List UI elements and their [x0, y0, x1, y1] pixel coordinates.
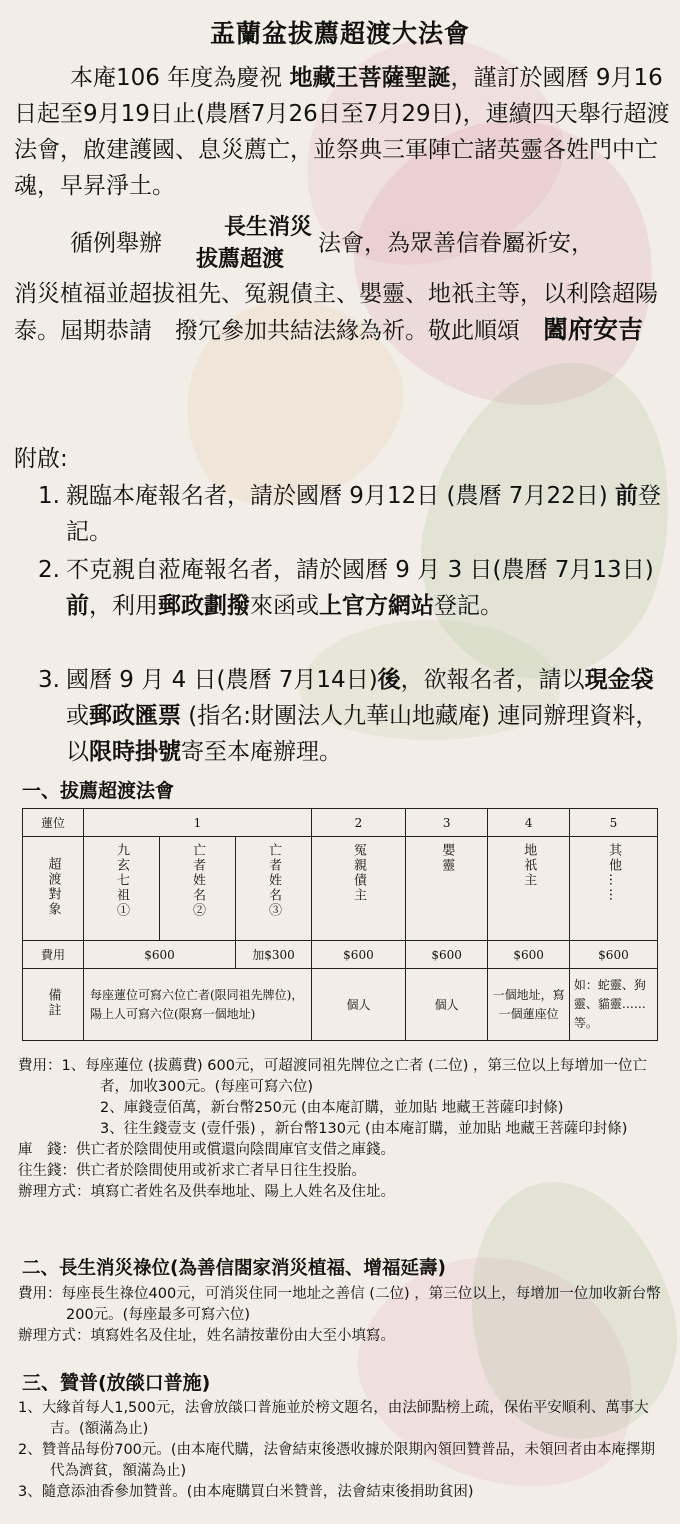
table-col-2: 2: [312, 809, 406, 837]
page-title: 盂蘭盆拔薦超渡大法會: [209, 19, 470, 48]
intro-text: [14, 60, 674, 349]
note-2-text-d: 登記。: [434, 593, 503, 619]
note-3-text-b: ，欲報名者，請以: [400, 667, 585, 693]
section-3-line-1: 1、大緣首每人1,500元，法會放燄口普施並於榜文題名，由法師點榜上疏，保佑平安順利、萬事大吉。(額滿為止): [18, 1400, 649, 1437]
table-col-3: 3: [405, 809, 488, 837]
target-land-spirits: 地祇主: [521, 843, 537, 888]
target-deceased-2: 亡者姓名②: [190, 843, 205, 918]
note-3-bold3: 郵政匯票: [89, 703, 181, 729]
intro-p2-bold2: 拔薦超渡: [196, 247, 285, 272]
note-3-text-c: 或: [66, 703, 89, 729]
remark-col-5: 如：蛇靈、狗靈、貓靈……等。: [569, 969, 657, 1041]
intro-p1-bold: 地藏王菩薩聖誕: [289, 65, 451, 91]
note-2-text-b: ，利用: [89, 593, 158, 619]
extra-line-1: 庫 錢：供亡者於陰間使用或償還向陰間庫官支借之庫錢。: [18, 1142, 395, 1158]
remark-col-3: 個人: [405, 969, 488, 1041]
note-3: [38, 662, 668, 770]
note-2-text: 不克親自蒞庵報名者，請於國曆 9 月 3 日(農曆 7月13日): [66, 557, 654, 583]
table-row-label-fee: 費用: [23, 941, 84, 969]
section-3-line-3: 3、隨意添油香參加贊普。(由本庵購買白米贊普，法會結束後捐助貧困): [18, 1484, 474, 1500]
note-2: [38, 552, 668, 624]
target-ancestors: 九玄七祖①: [114, 843, 129, 918]
intro-p2-b: 法會，為眾善信眷屬祈安，: [318, 230, 595, 257]
note-3-bold2: 現金袋: [584, 667, 654, 693]
target-other: 其他……: [605, 843, 621, 903]
note-1-tail: 登記。: [66, 483, 661, 545]
note-3-bold4: 限時掛號: [89, 739, 181, 765]
note-3-num: 3.: [38, 667, 60, 693]
intro-p2-a: 循例舉辦: [70, 230, 162, 257]
fee-extra: 加$300: [236, 941, 312, 969]
section-2-line-2: 辦理方式：填寫姓名及住址，姓名請按輩份由大至小填寫。: [18, 1328, 395, 1344]
remark-col-1: 每座蓮位可寫六位亡者(限同祖先牌位)，陽上人可寫六位(限寫一個地址): [84, 969, 312, 1041]
fee-col-4: $600: [488, 941, 569, 969]
section-3-title: 三、贊普(放燄口普施): [22, 1372, 211, 1394]
note-2-text-c: 來函或: [250, 593, 319, 619]
section-1-title: 一、拔薦超渡法會: [22, 780, 175, 802]
table-col-4: 4: [488, 809, 569, 837]
note-2-num: 2.: [38, 557, 60, 583]
note-1-num: 1.: [38, 483, 60, 509]
notes-heading: 附啟:: [14, 446, 68, 472]
note-3-text-d: (指名:財團法人九華山地藏庵) 連同辦理資料，以: [66, 703, 659, 765]
target-deceased-3: 亡者姓名③: [266, 843, 281, 918]
intro-p2-bold1: 長生消災: [224, 215, 313, 240]
fee-col-2: $600: [312, 941, 406, 969]
fee-line-1: 費用：1、每座蓮位 (拔薦費) 600元，可超渡同祖先牌位之亡者 (二位) ，第三位以上每增加一位亡者，加收300元。(每座可寫六位): [18, 1058, 647, 1095]
fee-col-3: $600: [405, 941, 488, 969]
table-header-label: 蓮位: [23, 809, 84, 837]
table-col-5: 5: [569, 809, 657, 837]
section-3-line-2: 2、贊普品每份700元。(由本庵代購，法會結束後憑收據於限期內領回贊普品，未領回者由本庵擇期代為濟貧，額滿為止): [18, 1442, 656, 1479]
fee-col-5: $600: [569, 941, 657, 969]
fee-table: [22, 808, 658, 1041]
note-1-text: 親臨本庵報名者，請於國曆 9月12日 (農曆 7月22日): [66, 483, 615, 509]
intro-p2-c: 消災植福並超拔祖先、冤親債主、嬰靈、地祇主等，以利陰超陽泰。屆期恭請 撥冗參加共結法緣為祈。敬此順頌: [14, 281, 658, 344]
target-creditors: 冤親債主: [350, 843, 366, 903]
section-2-lines: [18, 1284, 668, 1347]
note-3-text: 國曆 9 月 4 日(農曆 7月14日): [66, 667, 378, 693]
target-infant-spirits: 嬰靈: [439, 843, 455, 873]
intro-p1-b: ，謹訂於國曆 9月16日起至9月19日止(農曆7月26日至7月29日)，連續四天舉行超渡法會，啟建護國、息災薦亡，並祭典三軍陣亡諸英靈各姓門中亡魂，早昇淨土。: [14, 65, 670, 199]
note-2-bold2: 郵政劃撥: [158, 593, 250, 619]
extra-line-2: 往生錢：供亡者於陰間使用或祈求亡者早日往生投胎。: [18, 1163, 366, 1179]
section-3-lines: [18, 1398, 668, 1503]
note-2-bold3: 上官方網站: [319, 593, 434, 619]
section-1-fees: [18, 1056, 668, 1203]
section-2-line-1: 費用：每座長生祿位400元，可消災住同一地址之善信 (二位) ，第三位以上，每增加一位加收新台幣200元。(每座最多可寫六位): [18, 1286, 661, 1323]
remark-col-4: 一個地址，寫一個蓮座位: [488, 969, 569, 1041]
table-row-label-targets: 超渡對象: [45, 857, 61, 917]
fee-line-2: 2、庫錢壹佰萬，新台幣250元 (由本庵訂購，並加貼 地藏王菩薩印封條): [100, 1100, 564, 1116]
note-2-bold1: 前: [66, 593, 89, 619]
section-2-title: 二、長生消災祿位(為善信閤家消災植福、增福延壽): [22, 1258, 446, 1279]
extra-line-3: 辦理方式：填寫亡者姓名及供奉地址、陽上人姓名及住址。: [18, 1184, 395, 1200]
note-3-text-e: 寄至本庵辦理。: [181, 739, 342, 765]
intro-p1-a: 本庵106 年度為慶祝: [70, 65, 290, 91]
table-col-1: 1: [84, 809, 312, 837]
table-row-label-remarks: 備註: [45, 988, 61, 1018]
intro-p2-stack: [168, 212, 312, 276]
note-1: [38, 478, 668, 550]
note-1-bold: 前: [615, 483, 638, 509]
fee-col-1: $600: [84, 941, 236, 969]
intro-p2-bold3: 闔府安吉: [543, 315, 644, 344]
fee-line-3: 3、往生錢壹支 (壹仟張) ，新台幣130元 (由本庵訂購，並加貼 地藏王菩薩印封條): [100, 1121, 628, 1137]
remark-col-2: 個人: [312, 969, 406, 1041]
note-3-bold1: 後: [377, 667, 401, 693]
